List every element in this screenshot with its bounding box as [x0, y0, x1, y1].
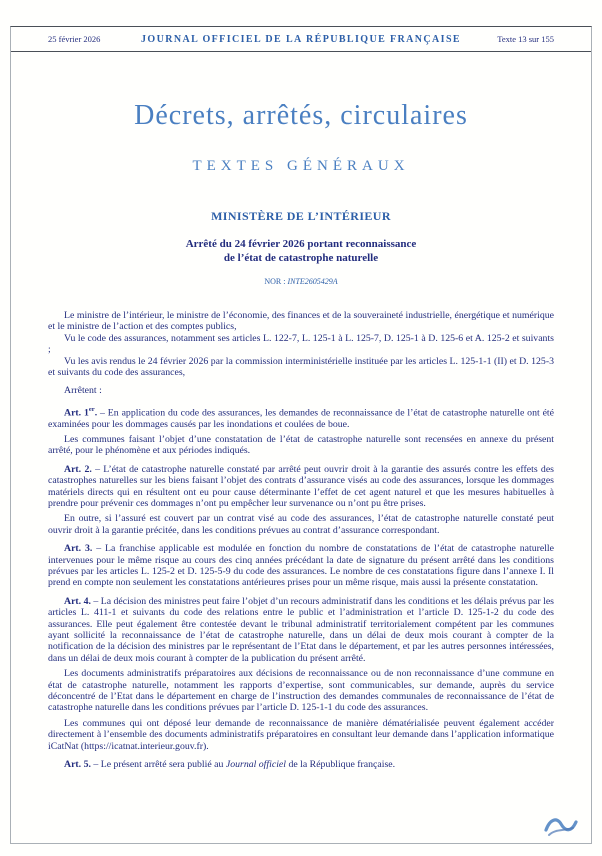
- subsection-title: TEXTES GÉNÉRAUX: [192, 158, 410, 174]
- paragraph-text: – L’état de catastrophe naturelle constaté par arrêté peut ouvrir droit à la garantie des assurés contre les effets des catastrophes naturelles sur les biens faisant l’objet des contrats d’assurance visés au code des assurances, lorsque les dommages matériels directs qui en résultent ont eu pour cause déterminante l’effet de cet agent naturel et que les mesures habituelles à prendre pour prévenir ces dommages n’ont pu empêcher leur survenance ou n’ont pu être prises.: [48, 463, 554, 509]
- paragraph-text: Les communes faisant l’objet d’une constatation de l’état de catastrophe naturelle sont recensées en annexe du présent arrêté, pour le phénomène et aux périodes indiqués.: [48, 433, 554, 457]
- article-1-sup: er: [88, 405, 95, 413]
- article-3-number: Art. 3.: [64, 543, 93, 555]
- nor-line: [48, 277, 554, 286]
- paragraph-en-outre: [48, 513, 554, 536]
- ministry-heading: MINISTÈRE DE L’INTÉRIEUR: [211, 209, 391, 223]
- paragraph-communes-annexe: [48, 434, 554, 457]
- paragraph-text: Vu les avis rendus le 24 février 2026 par la commission interministérielle instituée par les articles L. 125-1-1 (II) et D. 125-3 et suivants du code des assurances,: [48, 355, 554, 379]
- paragraph-text: – La franchise applicable est modulée en fonction du nombre de constatations de l’état de catastrophe naturelle intervenues pour le même risque au cours des cinq années précédant la date de signature du présent arrêté dans les conditions prévues par les articles L. 125-2 et D. 125-5-9 du code des assurances. Le nombre de ces constatations figure dans l’annexe I. Il prend en compte non seulement les constatations antérieures prises pour un même risque, mais aussi la présente constatation.: [48, 543, 554, 589]
- document-content: [11, 100, 591, 770]
- paragraph-ministers: [48, 310, 554, 333]
- paragraph-visa-avis: [48, 356, 554, 379]
- paragraph-text: Les documents administratifs préparatoires aux décisions de reconnaissance ou de non reconnaissance d’une commune en état de catastrophe naturelle, notamment les rapports d’expertise, sont communicables, sur demande, auprès du service déconcentré de l’Etat dans le département en charge de l’instruction des demandes communales de reconnaissance de l’état de catastrophe naturelle dans les conditions prévues par l’article D. 125-1-1 du code des assurances.: [48, 668, 554, 714]
- journal-header: [11, 27, 591, 52]
- paragraph-text: Vu le code des assurances, notamment ses articles L. 122-7, L. 125-1 à L. 125-7, D. 125-1 à D. 125-6 et A. 125-2 et suivants ;: [48, 332, 554, 356]
- paragraph-arretent: [48, 385, 554, 396]
- article-1-number-end: .: [94, 407, 98, 419]
- article-5-number: Art. 5.: [64, 759, 91, 771]
- article-1-number: Art. 1: [64, 407, 89, 419]
- paragraph-text: – La décision des ministres peut faire l’objet d’un recours administratif dans les conditions et les délais prévus par les articles L. 411-1 et suivants du code des relations entre le public et l’administration et l’article D. 125-1-2 du code des assurances. Elle peut également être contestée devant le tribunal administratif territorialement compétent par les communes ayant sollicité la reconnaissance de l’état de catastrophe naturelle, dans un délai de deux mois courant à compter de la notification de la décision des ministres par le représentant de l’Etat dans le département, et par les autres personnes intéressées, dans un délai de deux mois courant à compter de la publication du présent arrêté.: [48, 595, 554, 664]
- paragraph-text: Le ministre de l’intérieur, le ministre de l’économie, des finances et de la souveraineté industrielle, énergétique et numérique et le ministre de l’action et des comptes publics,: [48, 310, 554, 333]
- page-border-frame: [10, 26, 592, 844]
- paragraph-text: En outre, si l’assuré est couvert par un contrat visé au code des assurances, l’état de catastrophe naturelle constaté peut ouvrir droit à la garantie précitée, dans les conditions prévues au contrat d’assurance correspondant.: [48, 513, 554, 536]
- nor-label: NOR :: [264, 277, 288, 286]
- paragraph-article-1: [48, 404, 554, 430]
- paragraph-visa-code-assurances: [48, 333, 554, 356]
- decree-body: [48, 310, 554, 770]
- nor-value: INTE2605429A: [287, 277, 338, 286]
- paragraph-text: – Le présent arrêté sera publié au: [90, 759, 226, 771]
- article-4-number: Art. 4.: [64, 595, 91, 607]
- corner-stamp-icon: [542, 810, 580, 840]
- section-title: Décrets, arrêtés, circulaires: [134, 100, 468, 131]
- paragraph-text: Les communes qui ont déposé leur demande de reconnaissance de manière dématérialisée peuvent également accéder directement à l’ensemble des documents administratifs préparatoires en consultant leur demande dans l’application informatique iCatNat (https://icatnat.interieur.gouv.fr).: [48, 717, 554, 752]
- header-journal-title: JOURNAL OFFICIEL DE LA RÉPUBLIQUE FRANÇAISE: [141, 33, 461, 45]
- journal-officiel-italic: Journal officiel: [225, 759, 286, 771]
- header-date: 25 février 2026: [48, 34, 101, 44]
- paragraph-text: – En application du code des assurances, les demandes de reconnaissance de l’état de catastrophe naturelle ont été examinées pour les dommages causés par les inondations et coulées de boue.: [48, 407, 554, 430]
- paragraph-text: de la République française.: [286, 759, 396, 771]
- decree-title-line2: de l’état de catastrophe naturelle: [223, 251, 379, 264]
- header-text-ref: Texte 13 sur 155: [497, 34, 554, 44]
- paragraph-text: Arrêtent :: [64, 385, 102, 397]
- paragraph-article-3: [48, 543, 554, 589]
- paragraph-article-5: [48, 759, 554, 770]
- paragraph-article-2: [48, 464, 554, 510]
- decree-title-line1: Arrêté du 24 février 2026 portant reconnaissance: [185, 238, 417, 250]
- article-2-number: Art. 2.: [64, 463, 92, 475]
- paragraph-article-4: [48, 596, 554, 664]
- paragraph-documents-administratifs: [48, 668, 554, 714]
- decree-title: [48, 238, 554, 265]
- paragraph-icatnat: [48, 718, 554, 752]
